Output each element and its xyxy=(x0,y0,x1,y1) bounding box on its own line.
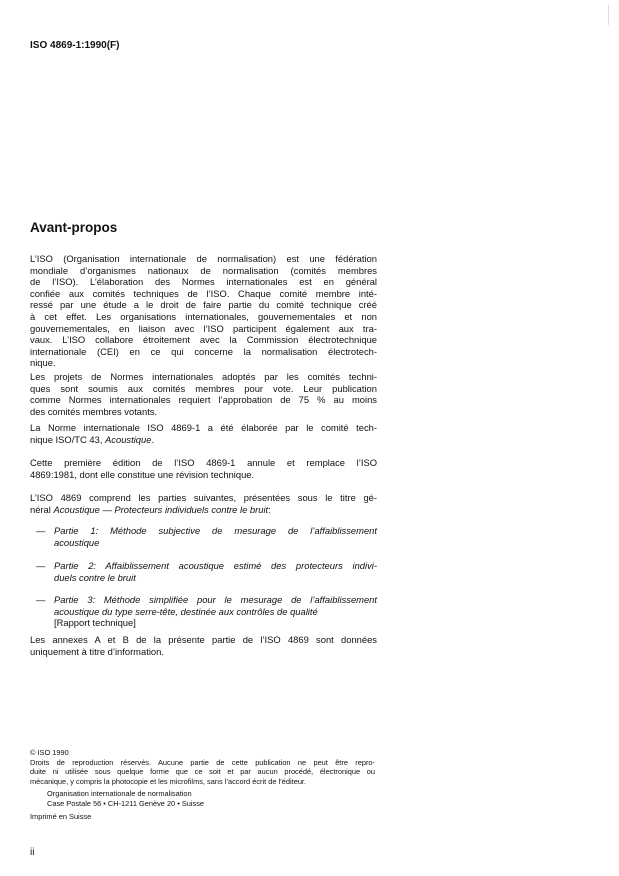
paragraph-annexes xyxy=(30,634,377,657)
text-line: Partie 1: Méthode subjective de mesurage de l’affaiblissement xyxy=(54,525,377,536)
page-number: ii xyxy=(30,847,35,858)
text-line: à cet effet. Les organisations internationales, gouvernementales et non xyxy=(30,310,377,322)
paragraph-edition xyxy=(30,457,377,480)
scan-edge-mark xyxy=(608,5,609,25)
text-line: acoustique xyxy=(54,536,100,548)
text-line: duels contre le bruit xyxy=(54,571,136,583)
text-line: confiée aux comités techniques de l’ISO. Chaque comité membre inté- xyxy=(30,287,377,299)
text-line: gouvernementales, en liaison avec l’ISO participent également aux tra- xyxy=(30,322,377,334)
text-run: : xyxy=(268,503,271,515)
text-line: comme Normes internationales requiert l’approbation de 75 % au moins xyxy=(30,394,377,406)
text-line: uniquement à titre d’information. xyxy=(30,645,164,657)
text-line: La Norme internationale ISO 4869-1 a été élaborée par le comité tech- xyxy=(30,422,377,433)
text-line: vaux. L’ISO collabore étroitement avec la Commission électrotechnique xyxy=(30,334,377,346)
text-line: Droits de reproduction réservés. Aucune partie de cette publication ne peut être repro- xyxy=(30,757,375,767)
text-line: Partie 2: Affaiblissement acoustique estimé des protecteurs indivi- xyxy=(54,560,377,571)
text-line: L’ISO 4869 comprend les parties suivantes, présentées sous le titre gé- xyxy=(30,492,377,503)
italic-term: Acoustique xyxy=(105,433,152,445)
text-line: 4869:1981, dont elle constitue une révision technique. xyxy=(30,468,255,480)
text-run: . xyxy=(151,433,155,445)
paragraph-committee xyxy=(30,422,377,445)
text-line: mondiale d’organismes nationaux de normalisation (comités membres xyxy=(30,264,377,276)
text-line: des comités membres votants. xyxy=(30,405,158,417)
text-line: ressé par une étude a le droit de faire partie du comité technique créé xyxy=(30,299,377,311)
text-line: Les projets de Normes internationales adoptés par les comités techni- xyxy=(30,371,377,382)
text-line: duite ni utilisée sous quelque forme que ce soit et par aucun procédé, électronique ou xyxy=(30,767,375,777)
italic-title: Acoustique — Protecteurs individuels contre le bruit xyxy=(53,503,269,515)
paragraph-voting xyxy=(30,371,377,417)
document-header: ISO 4869-1:1990(F) xyxy=(30,40,120,51)
text-line: Les annexes A et B de la présente partie de l’ISO 4869 sont données xyxy=(30,634,377,645)
org-name: Organisation internationale de normalisation xyxy=(47,789,192,799)
dash-bullet: — xyxy=(36,594,46,605)
dash-bullet: — xyxy=(36,525,46,536)
text-line: acoustique du type serre-tête, destinée aux contrôles de qualité xyxy=(54,605,318,617)
text-run: nique ISO/TC 43, xyxy=(30,433,106,445)
text-line: [Rapport technique] xyxy=(54,617,136,629)
text-run: néral xyxy=(30,503,54,515)
copyright-notice: © ISO 1990 xyxy=(30,748,69,757)
text-line: ques sont soumis aux comités membres pour vote. Leur publication xyxy=(30,382,377,394)
text-line xyxy=(30,434,377,446)
text-line: L’ISO (Organisation internationale de normalisation) est une fédération xyxy=(30,253,377,264)
text-line: internationale (CEI) en ce qui concerne la normalisation électrotech- xyxy=(30,345,377,357)
text-line: Cette première édition de l’ISO 4869-1 annule et remplace l’ISO xyxy=(30,457,377,468)
dash-bullet: — xyxy=(36,560,46,571)
text-line: mécanique, y compris la photocopie et les microfilms, sans l’accord écrit de l’éditeur. xyxy=(30,776,307,786)
text-line: de l’ISO). L’élaboration des Normes internationales est en général xyxy=(30,276,377,288)
section-title: Avant-propos xyxy=(30,220,118,235)
org-address: Case Postale 56 • CH-1211 Genève 20 • Suisse xyxy=(47,798,205,808)
copyright-block xyxy=(30,748,375,821)
printed-in: Imprimé en Suisse xyxy=(30,811,92,821)
paragraph-iso-intro xyxy=(30,253,377,369)
text-line: nique. xyxy=(30,357,56,369)
text-line: Partie 3: Méthode simplifiée pour le mesurage de l’affaiblissement xyxy=(54,594,377,605)
paragraph-parts xyxy=(30,492,377,515)
text-line xyxy=(30,504,377,516)
